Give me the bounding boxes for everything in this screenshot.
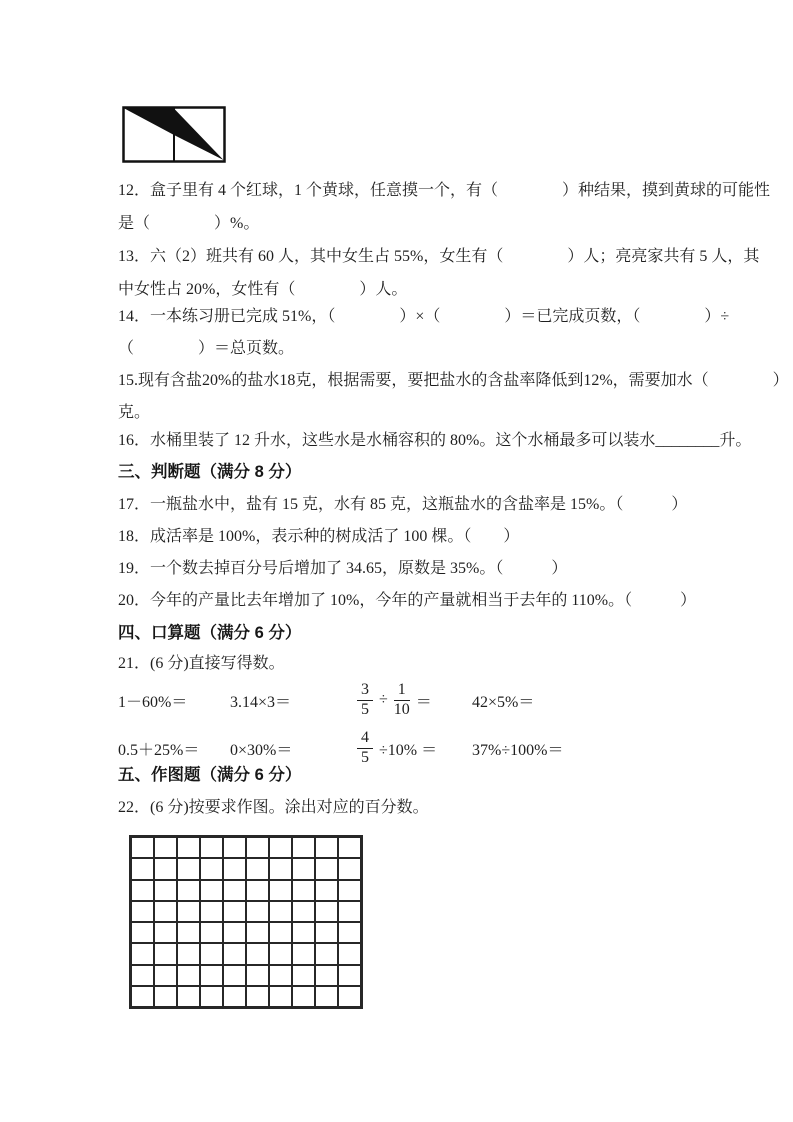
grid-cell[interactable]: [200, 922, 223, 943]
grid-cell[interactable]: [154, 922, 177, 943]
shaded-triangles-figure: [122, 106, 226, 163]
grid-cell[interactable]: [292, 986, 315, 1007]
grid-cell[interactable]: [131, 965, 154, 986]
equals-sign: ＝: [415, 693, 432, 711]
grid-cell[interactable]: [223, 922, 246, 943]
grid-cell[interactable]: [200, 837, 223, 858]
grid-cell[interactable]: [223, 880, 246, 901]
question-22-block: [118, 791, 429, 824]
grid-cell[interactable]: [200, 901, 223, 922]
fraction-4-5: $\frac{4}{5}$: [357, 730, 373, 767]
question-18-line: 18．成活率是 100%，表示种的树成活了 100 棵。（ ）: [118, 528, 520, 545]
grid-cell[interactable]: [246, 880, 269, 901]
grid-cell[interactable]: [154, 986, 177, 1007]
grid-cell[interactable]: [315, 986, 338, 1007]
percent-grid: [129, 835, 363, 1009]
grid-cell[interactable]: [269, 943, 292, 964]
grid-cell[interactable]: [338, 965, 361, 986]
grid-cell[interactable]: [269, 922, 292, 943]
grid-cell[interactable]: [177, 837, 200, 858]
fill-questions-block-b: [118, 301, 789, 429]
grid-cell[interactable]: [223, 986, 246, 1007]
expression-frac-divide-10pct: [355, 730, 472, 767]
grid-cell[interactable]: [200, 943, 223, 964]
expression-0-times-30pct: 0×30%＝: [230, 741, 293, 759]
grid-cell[interactable]: [292, 922, 315, 943]
judge-section-title: 三、判断题（满分 8 分）: [118, 463, 302, 481]
grid-cell[interactable]: [200, 858, 223, 879]
grid-cell[interactable]: [131, 986, 154, 1007]
grid-cell[interactable]: [292, 901, 315, 922]
grid-cell[interactable]: [269, 837, 292, 858]
grid-cell[interactable]: [315, 837, 338, 858]
grid-cell[interactable]: [131, 922, 154, 943]
question-13-line-1: 13．六（2）班共有 60 人，其中女生占 55%，女生有（ ）人；亮亮家共有 5 人，其: [118, 248, 760, 265]
question-21-block: [118, 647, 285, 680]
grid-cell[interactable]: [131, 943, 154, 964]
grid-cell[interactable]: [246, 965, 269, 986]
grid-cell[interactable]: [338, 943, 361, 964]
grid-cell[interactable]: [200, 986, 223, 1007]
grid-cell[interactable]: [292, 880, 315, 901]
grid-cell[interactable]: [269, 880, 292, 901]
question-21-line: 21．(6 分)直接写得数。: [118, 655, 285, 672]
shaded-triangles-svg: [122, 106, 226, 163]
grid-cell[interactable]: [131, 880, 154, 901]
divide-operator: ÷: [379, 691, 388, 708]
grid-cell[interactable]: [200, 880, 223, 901]
grid-cell[interactable]: [315, 858, 338, 879]
question-14-line-2: （ ）＝总页数。: [118, 340, 295, 357]
grid-cell[interactable]: [223, 837, 246, 858]
question-15-line-1: 15.现有含盐20%的盐水18克，根据需要，要把盐水的含盐率降低到12%，需要加水（ ）: [118, 372, 789, 389]
grid-cell[interactable]: [177, 858, 200, 879]
grid-cell[interactable]: [177, 901, 200, 922]
question-12-line-2: 是（ ）%。: [118, 215, 260, 232]
expression-05-plus-25pct: 0.5＋25%＝: [118, 741, 200, 759]
grid-cell[interactable]: [338, 880, 361, 901]
grid-cell[interactable]: [223, 943, 246, 964]
grid-cell[interactable]: [246, 858, 269, 879]
judge-questions-block: [118, 489, 696, 617]
grid-cell[interactable]: [269, 986, 292, 1007]
grid-cell[interactable]: [315, 943, 338, 964]
grid-cell[interactable]: [154, 880, 177, 901]
grid-cell[interactable]: [177, 943, 200, 964]
question-16-block: [118, 424, 751, 457]
grid-cell[interactable]: [223, 858, 246, 879]
question-15-line-2: 克。: [118, 404, 151, 421]
question-12-line-1: 12．盒子里有 4 个红球，1 个黄球，任意摸一个，有（ ）种结果，摸到黄球的可能性: [118, 182, 771, 199]
grid-cell[interactable]: [154, 943, 177, 964]
grid-cell[interactable]: [315, 965, 338, 986]
oral-row-1: [118, 678, 678, 722]
divide-10pct-equals: ÷10% ＝: [379, 741, 438, 759]
grid-cell[interactable]: [315, 880, 338, 901]
question-16-line: 16．水桶里装了 12 升水，这些水是水桶容积的 80%。这个水桶最多可以装水________升。: [118, 432, 752, 449]
question-22-line: 22．(6 分)按要求作图。涂出对应的百分数。: [118, 799, 429, 816]
grid-cell[interactable]: [292, 965, 315, 986]
grid-cell[interactable]: [223, 965, 246, 986]
grid-cell[interactable]: [269, 901, 292, 922]
grid-cell[interactable]: [269, 965, 292, 986]
question-20-line: 20．今年的产量比去年增加了 10%，今年的产量就相当于去年的 110%。（ ）: [118, 592, 697, 609]
grid-cell[interactable]: [177, 986, 200, 1007]
fraction-3-5: $\frac{3}{5}$: [357, 682, 373, 719]
draw-section-title: 五、作图题（满分 6 分）: [118, 766, 302, 784]
grid-cell[interactable]: [154, 837, 177, 858]
expression-314-times-3: 3.14×3＝: [230, 693, 292, 711]
expression-frac-divide: [355, 682, 472, 719]
question-17-line: 17．一瓶盐水中，盐有 15 克，水有 85 克，这瓶盐水的含盐率是 15%。（ ）: [118, 496, 688, 513]
grid-cell[interactable]: [200, 965, 223, 986]
grid-cell[interactable]: [177, 965, 200, 986]
grid-cell[interactable]: [246, 922, 269, 943]
grid-cell[interactable]: [292, 837, 315, 858]
grid-cell[interactable]: [246, 943, 269, 964]
expression-1-minus-60pct: 1－60%＝: [118, 693, 188, 711]
grid-cell[interactable]: [177, 880, 200, 901]
grid-cell[interactable]: [131, 901, 154, 922]
grid-cell[interactable]: [338, 901, 361, 922]
grid-cell[interactable]: [131, 858, 154, 879]
expression-37pct-divide-100pct: 37%÷100%＝: [472, 741, 564, 759]
oral-section-title: 四、口算题（满分 6 分）: [118, 624, 302, 642]
question-19-line: 19．一个数去掉百分号后增加了 34.65，原数是 35%。（ ）: [118, 560, 568, 577]
grid-cell[interactable]: [338, 837, 361, 858]
grid-cell[interactable]: [154, 901, 177, 922]
grid-cell[interactable]: [154, 858, 177, 879]
grid-cell[interactable]: [338, 986, 361, 1007]
grid-cell[interactable]: [338, 858, 361, 879]
question-13-line-2: 中女性占 20%，女性有（ ）人。: [118, 281, 408, 298]
grid-cell[interactable]: [315, 922, 338, 943]
grid-cell[interactable]: [223, 901, 246, 922]
grid-cell[interactable]: [269, 858, 292, 879]
grid-cell[interactable]: [246, 986, 269, 1007]
grid-cell[interactable]: [131, 837, 154, 858]
grid-cell[interactable]: [177, 922, 200, 943]
grid-cell[interactable]: [246, 837, 269, 858]
grid-cell[interactable]: [315, 901, 338, 922]
grid-cell[interactable]: [338, 922, 361, 943]
grid-cell[interactable]: [292, 858, 315, 879]
fill-questions-block-a: [118, 174, 770, 306]
grid-cell[interactable]: [246, 901, 269, 922]
question-14-line-1: 14．一本练习册已完成 51%，（ ）×（ ）＝已完成页数，（ ）÷: [118, 308, 730, 325]
expression-42-times-5pct: 42×5%＝: [472, 693, 535, 711]
grid-cell[interactable]: [292, 943, 315, 964]
grid-cell[interactable]: [154, 965, 177, 986]
fraction-1-10: $\frac{1}{10}$: [393, 680, 410, 718]
